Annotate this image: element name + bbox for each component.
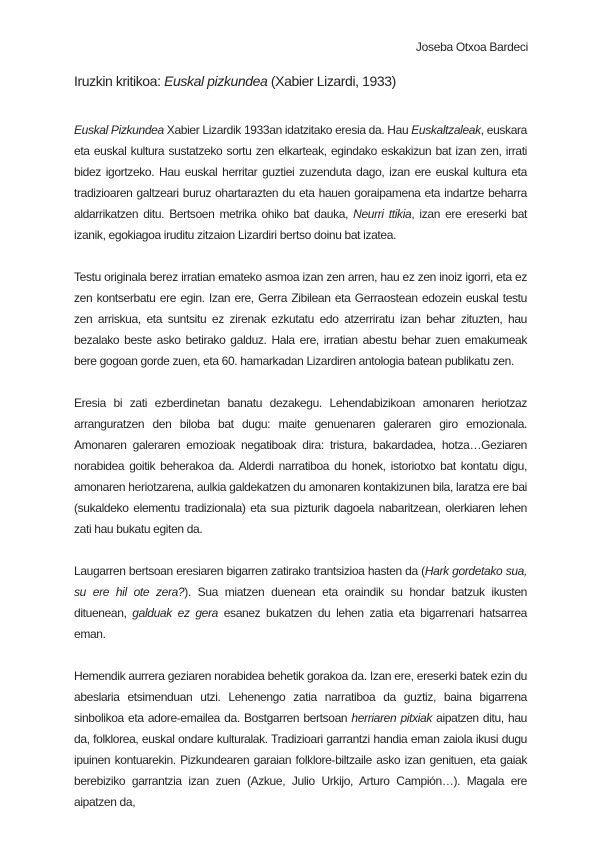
paragraph-2: Testu originala berez irratian emateko asmoa izan zen arren, hau ez zen inoiz igorri, eta ez zen kontserbatu ere egin. Izan ere, Gerra Zibilean eta Gerraostean edozein euskal testu zen arriskua, eta suntsitu ez zirenak ezkutatu edo atzerriratu izan behar zituzten, hau bezalako beste asko betirako galduz. Hala ere, irratian abestu behar zuen emakumeak bere gogoan gorde zuen, eta 60. hamarkadan Lizardiren antologia batean publikatu zen. [74,270,527,368]
paragraph-3: Eresia bi zati ezberdinetan banatu dezakegu. Lehendabizikoan amonaren heriotzaz arranguratzen den biloba bat dugu: maite genuenaren galeraren giro emozionala. Amonaren galeraren emozioak negatiboak dira: tristura, bakardadea, hotza…Geziaren norabidea goitik beherakoa da. Alderdi narratiboa du honek, istoriotxo bat kontatu digu, amonaren heriotzarena, aulkia galdekatzen du amonaren kontakizunen bila, laratza ere bai (sukaldeko elementu tradizionala) eta sua pizturik dagoela nabaritzean, olerkiaren lehen zati hau bukatu egiten da. [74,396,527,536]
p5-text-a: Hemendik aurrera geziaren norabidea behetik gorakoa da. Izan ere, ereserki batek ezin du abeslaria etsimenduan utzi. Lehenengo zatia narratiboa da guztiz, baina bigarrena sinbolikoa eta adore-emailea da. Bostgarren bertsoan [74,669,527,725]
document-body [74,120,527,834]
p5-emphasis: herriaren pitxiak [351,711,433,725]
author-name: Joseba Otxoa Bardeci [415,40,528,54]
p1-text-b: , euskara eta euskal kultura sustatzeko sortu zen elkarteak, egindako eskakizun bat izan zen, irrati bidez igortzeko. Hau euskal herritar guztiei zuzenduta dago, izan ere euskal kultura eta tradizioaren galtzeari buruz ohartarazten du eta hauen goraipamena eta indartze beharra aldarrikatzen ditu. Bertsoen metrika ohiko bat dauka, [74,123,527,221]
p5-text-b: aipatzen ditu, hau da, folklorea, euskal ondare kulturalak. Tradizioari garrantzi handia eman zaiola ikusi dugu ipuinen kontuarekin. Pizkundearen garaian folklore-biltzaile asko izan genituen, eta gaiak berebiziko garrantzia izan zuen (Azkue, Julio Urkijo, Arturo Campión…). Magala ere aipatzen da, [74,711,527,809]
p1-emphasis: Euskaltzaleak [411,123,481,137]
p4-text-b: ). Sua miatzen duenean eta oraindik su hondar batzuk ikusten dituenean, [74,585,528,620]
p4-emphasis-2: galduak ez gera [132,606,218,620]
paragraph-5 [74,666,527,813]
page-title [74,73,526,89]
p1-text-c: , izan ere ereserki bat izanik, egokiagoa iruditu zitzaion Lizardiri bertso doinu bat izatea. [74,207,528,242]
p4-text-c: esanez bukatzen du lehen zatia eta bigarrenari hatsarrea eman. [74,606,527,641]
p4-text-a: Laugarren bertsoan eresiaren bigarren zatirako trantsizioa hasten da ( [74,564,425,578]
p1-emphasis-2: Neurri ttikia [353,207,412,221]
title-prefix: Iruzkin kritikoa: [74,73,165,89]
title-suffix: (Xabier Lizardi, 1933) [267,73,396,89]
p1-work-title: Euskal Pizkundea [74,123,164,137]
paragraph-1 [74,120,527,246]
p4-emphasis: Hark gordetako sua, su ere hil ote zera? [74,564,527,599]
title-work: Euskal pizkundea [164,73,268,89]
paragraph-4 [74,561,527,645]
p1-text-a: Xabier Lizardik 1933an idatzitako eresia da. Hau [163,123,412,137]
